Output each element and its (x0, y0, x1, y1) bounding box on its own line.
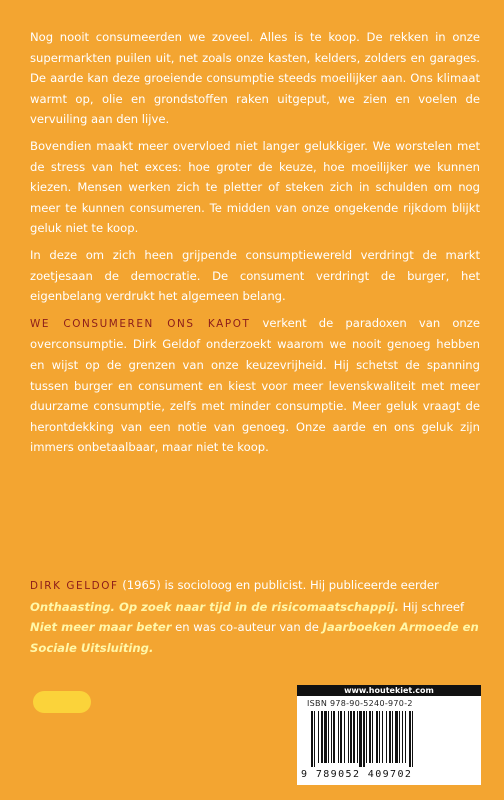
blurb-paragraph-4-text: verkent de paradoxen van onze overconsumptie. Dirk Geldof onderzoekt waarom we nooit genoeg hebben en wijst op de grenzen van onze keuzevrijheid. Hij schetst de spanning tussen burger en consument en kiest voor meer levenskwaliteit met meer duurzame consumptie, zelfs met minder consumptie. Meer geluk vraagt de herontdekking van een notie van genoeg. Onze aarde en ons geluk zijn immers onbetaalbaar, maar niet te koop. (30, 315, 480, 455)
blurb-paragraph-4 (30, 313, 480, 458)
author-bio (30, 575, 480, 658)
barcode-bar (350, 711, 352, 763)
barcode-bar (392, 711, 393, 763)
author-name: DIRK GELDOF (30, 580, 119, 592)
blurb-paragraph-2: Bovendien maakt meer overvloed niet langer gelukkiger. We worstelen met de stress van het exces: hoe groter de keuze, hoe moeilijker we kunnen kiezen. Mensen werken zich te pletter of steken zich in schulden om nog meer te kunnen consumeren. Te midden van onze ongekende rijkdom blijkt geluk niet te koop. (30, 138, 480, 236)
blurb (30, 27, 480, 464)
book-title-niet-meer: Niet meer maar beter (30, 620, 172, 635)
barcode-bar (382, 711, 383, 763)
barcode-bar (369, 711, 371, 763)
barcode-bar (412, 711, 413, 767)
barcode-bar (314, 711, 315, 767)
barcode-bar (405, 711, 406, 763)
book-title-jaarboeken: Jaarboeken Armoede en Sociale Uitsluiting. (30, 620, 479, 655)
barcode-bar (389, 711, 391, 763)
barcode-bar (344, 711, 345, 763)
barcode-bar (331, 711, 332, 763)
barcode-bar (395, 711, 398, 763)
barcode-bar (399, 711, 400, 763)
author-bio-text-2: Hij schreef (398, 599, 465, 614)
isbn-label: ISBN 978-90-5240-970-2 (307, 699, 413, 708)
barcode-bar (321, 711, 323, 763)
barcode-bar (402, 711, 403, 763)
barcode-bar (318, 711, 319, 763)
author-bio-text-3: en was co-auteur van de (171, 620, 323, 635)
barcode-bar (353, 711, 355, 763)
barcode-bar (366, 711, 367, 763)
barcode-bars (307, 711, 471, 767)
barcode-bar (333, 711, 335, 763)
book-title-caps: WE CONSUMEREN ONS KAPOT (30, 317, 251, 330)
barcode-bar (379, 711, 380, 763)
barcode-bar (372, 711, 373, 763)
author-bio-text-1: (1965) is socioloog en publicist. Hij publiceerde eerder (118, 578, 439, 592)
barcode-bar (311, 711, 313, 767)
barcode-bar (363, 711, 365, 767)
barcode-bar (338, 711, 339, 763)
barcode-box (297, 685, 481, 785)
publisher-logo-pill (33, 691, 91, 713)
barcode-bar (409, 711, 411, 767)
barcode-bar (359, 711, 362, 767)
barcode-bar (340, 711, 342, 763)
barcode-bar (324, 711, 327, 763)
barcode-bar (376, 711, 378, 763)
barcode-bar (348, 711, 349, 763)
publisher-url: www.houtekiet.com (297, 685, 481, 696)
barcode-bar (386, 711, 387, 763)
barcode-bar (328, 711, 329, 763)
ean-digits: 9 789052 409702 (301, 769, 413, 780)
blurb-paragraph-1: Nog nooit consumeerden we zoveel. Alles is te koop. De rekken in onze supermarkten puilen uit, net zoals onze kasten, kelders, zolders en garages. De aarde kan deze groeiende consumptie steeds moeilijker aan. Ons klimaat warmt op, olie en grondstoffen raken uitgeput, we zien en voelen de vervuiling aan den lijve. (30, 30, 480, 127)
barcode-bar (357, 711, 358, 763)
book-title-onthaasting: Onthaasting. Op zoek naar tijd in de risicomaatschappij. (30, 599, 399, 614)
blurb-paragraph-3: In deze om zich heen grijpende consumptiewereld verdringt de markt zoetjesaan de democratie. De consument verdringt de burger, het eigenbelang verdrukt het algemeen belang. (30, 247, 480, 304)
